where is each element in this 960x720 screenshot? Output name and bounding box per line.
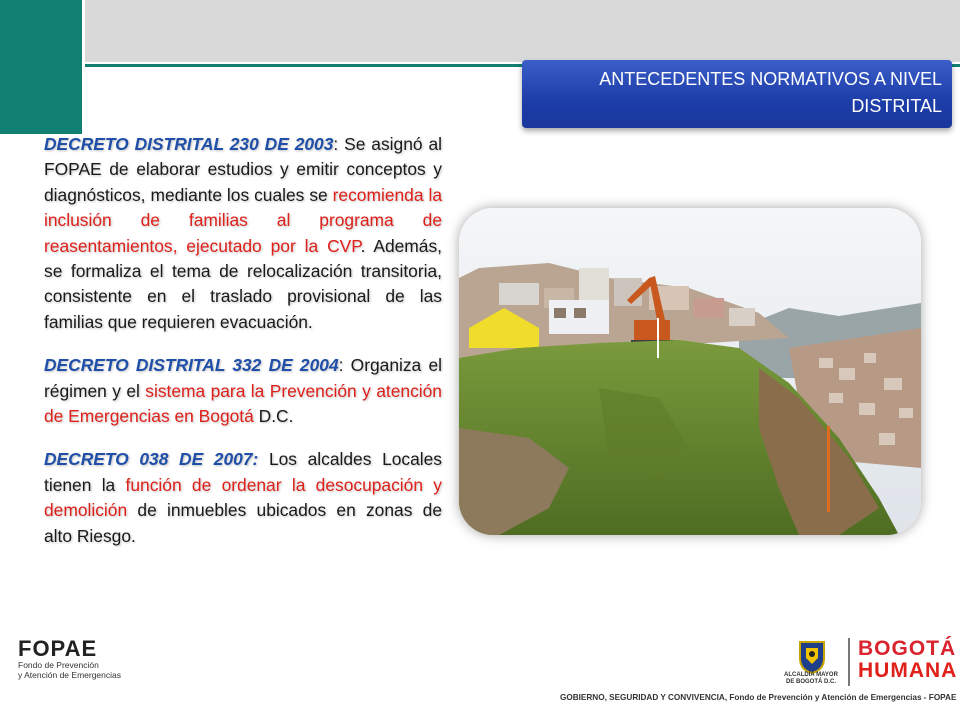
header-gray-bar: [85, 0, 960, 62]
bogota-logo-line2: HUMANA: [858, 659, 958, 682]
footer-divider: [848, 638, 850, 686]
paragraph-text: de inmuebles ubicados en zonas de alto Riesgo.: [44, 500, 442, 546]
paragraph-text: Los alcaldes Locales tienen la: [44, 449, 443, 495]
hillside-photo-illustration: [459, 208, 921, 535]
fopae-logo: [18, 638, 138, 688]
paragraph-text: . Además, se formaliza el tema de relocalización transitoria, consistente en el traslado provisional de las familias que requieren evacuación.: [44, 235, 442, 332]
fopae-subtitle-line2: y Atención de Emergencias: [18, 670, 122, 680]
slide-title: [522, 60, 952, 128]
hillside-photo: [459, 208, 921, 535]
paragraph-decreto-230: [44, 132, 442, 335]
paragraph-decreto-038: [44, 447, 442, 549]
bogota-logo-line1: BOGOTÁ: [858, 637, 957, 660]
highlight-text: sistema para la Prevención y atención de Emergencias en Bogotá: [44, 380, 442, 427]
highlight-text: función de ordenar la desocupación y demolición: [44, 474, 443, 521]
paragraph-text: : Organiza el régimen y el: [44, 355, 442, 401]
crest-caption: [776, 672, 846, 686]
paragraph-decreto-332: [44, 353, 442, 429]
bogota-humana-logo: [858, 637, 958, 688]
fopae-subtitle-line1: Fondo de Prevención: [18, 660, 99, 670]
paragraph-text: : Se asignó al FOPAE de elaborar estudios y emitir conceptos y diagnósticos, mediante los cuales se: [44, 134, 442, 205]
slide-title-line1: ANTECEDENTES NORMATIVOS A NIVEL: [599, 69, 942, 89]
highlight-text: recomienda la inclusión de familias al programa de reasentamientos, ejecutado por la CVP: [44, 184, 442, 256]
decree-keyword: DECRETO 038 DE 2007:: [44, 449, 259, 470]
slide-title-line2: DISTRITAL: [851, 96, 942, 116]
crest-caption-line2: DE BOGOTÁ D.C.: [785, 679, 836, 685]
crest-shield-icon: [784, 640, 840, 674]
footer-caption: GOBIERNO, SEGURIDAD Y CONVIVENCIA, Fondo de Prevención y Atención de Emergencias - FOPAE: [560, 693, 957, 702]
paragraph-text: D.C.: [253, 406, 294, 427]
teal-corner-block: [0, 0, 82, 134]
decree-keyword: DECRETO DISTRITAL 332 DE 2004: [44, 355, 339, 376]
decree-keyword: DECRETO DISTRITAL 230 DE 2003: [44, 134, 334, 154]
crest-caption-line1: ALCALDÍA MAYOR: [784, 672, 838, 678]
body-text: [44, 132, 442, 567]
fopae-logo-text: FOPAE: [18, 636, 98, 661]
